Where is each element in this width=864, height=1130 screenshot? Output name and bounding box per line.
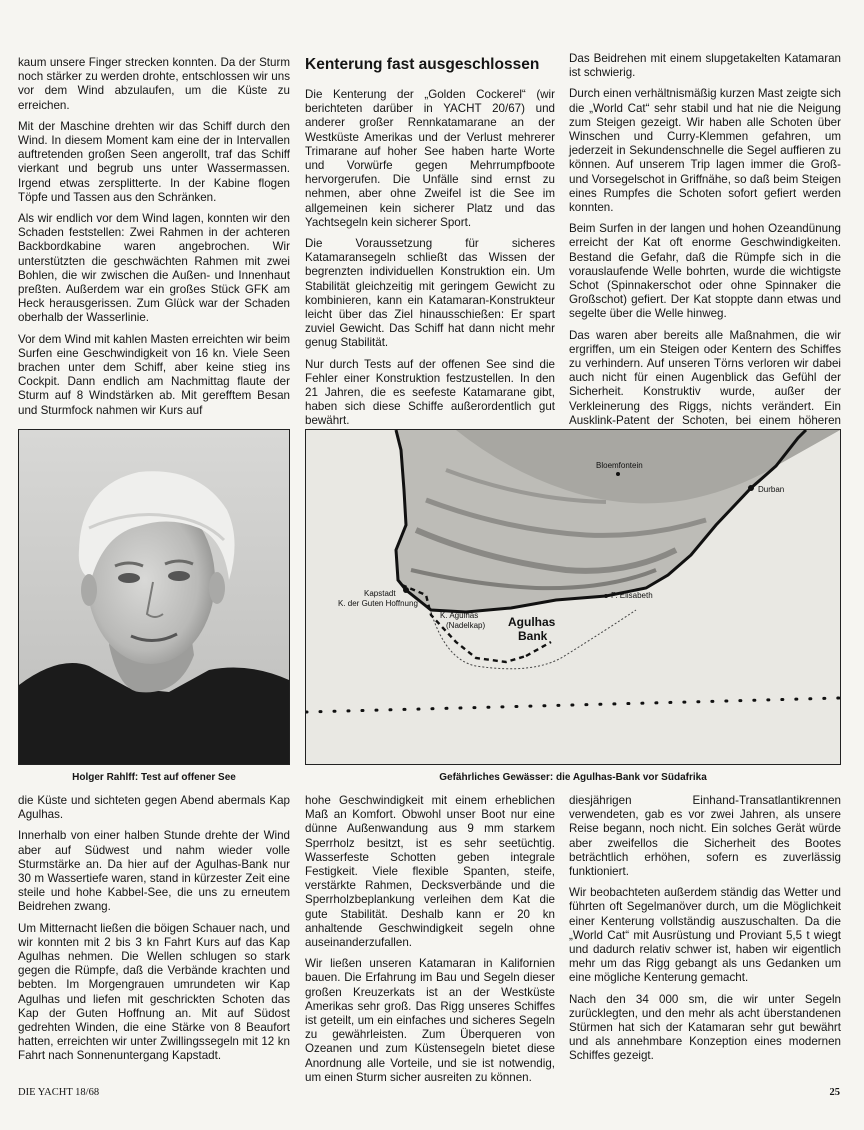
footer-publication: DIE YACHT 18/68 <box>18 1087 100 1098</box>
paragraph: Durch einen verhältnismäßig kurzen Mast zeigte sich die „World Cat“ sehr stabil und hat nie die Neigung zum Steigen gezeigt. Wir haben alle Schoten über Winschen und Curry-Klemmen gefahren, um jederzeit in Sekundenschnelle die Segel auffieren zu können. Auf unserem Trip lagen immer die Groß- und Vorsegelschot in Griffnähe, so daß beim Steigen eines Rumpfes die Schoten sofort gefiert werden konnten. <box>569 87 841 215</box>
paragraph: Nach den 34 000 sm, die wir unter Segeln zurücklegten, und den mehr als acht überstandenen Stürmen hat sich der Katamaran sehr gut bewährt und als annehmbare Konzeption eines modernen Schiffes gezeigt. <box>569 992 841 1063</box>
map-label-bank-2: Bank <box>518 629 548 643</box>
section-heading: Kenterung fast ausgeschlossen <box>305 56 540 73</box>
column-1-top <box>18 56 290 425</box>
paragraph: Vor dem Wind mit kahlen Masten erreichten wir beim Surfen eine Geschwindigkeit von 16 kn. Viele Seen brachen unter dem Schiff, aber keine stieg ins Cockpit. Dann endlich am Nachmittag flaute der Sturm auf 8 Windstärken ab. Mit gerefftem Besan und Sturmfock nahmen wir Kurs auf <box>18 332 290 417</box>
map-label-elisabeth: P. Elisabeth <box>611 591 653 600</box>
map-label-bank-1: Agulhas <box>508 615 556 629</box>
paragraph: Das Beidrehen mit einem slupgetakelten Katamaran ist schwierig. <box>569 52 841 80</box>
column-1-bottom <box>18 794 290 1071</box>
photo-caption: Holger Rahlff: Test auf offener See <box>72 772 236 783</box>
paragraph: Um Mitternacht ließen die böigen Schauer nach, und wir konnten mit 2 bis 3 kn Fahrt Kurs auf das Kap Agulhas nehmen. Die Wellen schlugen so stark gegen die Rümpfe, daß die Verbände krachten und bebten. Im Morgengrauen umrundeten wir Kap Agulhas und liefen mit geschrickten Schoten das Kap der Guten Hoffnung an. Mit auf Südost gedrehten Winden, die eine Stärke von 8 Beaufort hatten, erreichten wir unter Zwillingssegeln mit 12 kn Fahrt nach Sonnenuntergang Kapstadt. <box>18 921 290 1063</box>
column-2-top <box>305 56 555 457</box>
paragraph: Wir beobachteten außerdem ständig das Wetter und führten oft Segelmanöver durch, um die Möglichkeit einer Kenterung vollständig auszuschalten. Da die „World Cat“ mit Ausrüstung und Proviant 5,5 t wiegt und dadurch relativ schwer ist, haben wir eigentlich mehr um das Rigg gebangt als uns Gedanken um eine mögliche Kenterung gemacht. <box>569 886 841 985</box>
map-label-kapstadt: Kapstadt <box>364 589 396 598</box>
paragraph: Beim Surfen in der langen und hohen Ozeandünung erreicht der Kat oft enorme Geschwindigkeiten. Bestand die Gefahr, daß die Rümpfe sich in die vorauslaufende Welle bohrten, wurde die wichtigste Schot (Spinnakerschot oder ohne Spinnaker die Großschot) gefiert. Der Kat stoppte dann etwas und segelte über die Welle hinweg. <box>569 222 841 321</box>
paragraph: Die Kenterung der „Golden Cockerel“ (wir berichteten darüber in YACHT 20/67) und anderer großer Rennkatamarane an der Westküste Amerikas und der Verlust mehrerer Trimarane auf hoher See haben harte Worte und Vorwürfe gegen Mehrrumpfboote hervorgerufen. Die Unfälle sind ernst zu nehmen, aber ohne Zweifel ist die See im allgemeinen kein sicherer Platz und das Yachtsegeln kein sicherer Sport. <box>305 88 555 229</box>
portrait-photo <box>18 429 290 765</box>
page-number: 25 <box>829 1087 840 1098</box>
paragraph: die Küste und sichteten gegen Abend abermals Kap Agulhas. <box>18 794 290 822</box>
agulhas-map <box>305 429 841 765</box>
paragraph: Innerhalb von einer halben Stunde drehte der Wind aber auf Südwest und nahm wieder volle Sturmstärke an. Da hier auf der Agulhas-Bank nur 30 m Wassertiefe waren, stand in kürzester Zeit eine steile und hohe Kabbel-See, die uns zu erneutem Beidrehen zwang. <box>18 829 290 914</box>
column-2-bottom <box>305 794 555 1092</box>
paragraph: hohe Geschwindigkeit mit einem erheblichen Maß an Komfort. Obwohl unser Boot nur eine dünne Außenwandung aus 9 mm starkem Sperrholz besitzt, ist es sehr seetüchtig. Wasserfeste Schotten geben integrale Festigkeit. Viele flexible Spanten, steife, verstärkte Rahmen, Decksverbände und die Sperrholzbeplankung verleihen dem Kat die gute Stabilität. Deshalb kann er 20 kn anhaltende Geschwindigkeit segeln ohne auseinanderzufallen. <box>305 794 555 950</box>
paragraph: Nur durch Tests auf der offenen See sind die Fehler einer Konstruktion festzustellen. In den 21 Jahren, die es seefeste Katamarane gibt, haben sich diese Schiffe außerordentlich gut bewährt. <box>305 357 555 428</box>
paragraph: diesjährigen Einhand-Transatlantikrennen verwendeten, gab es vor zwei Jahren, als unsere Reise begann, noch nicht. Ein solches Gerät würde aber zweifellos die Sicherheit des Bootes beträchtlich erhöhen, sofern es zuverlässig funktioniert. <box>569 794 841 879</box>
map-label-durban: Durban <box>758 485 785 494</box>
map-image <box>306 430 840 764</box>
paragraph: Mit der Maschine drehten wir das Schiff durch den Wind. In diesem Moment kam eine der in Intervallen auftretenden großen Seen angerollt, traf das Schiff vierkant und begrub uns unter Wassermassen. Irgend etwas zersplitterte. In der Kabine flogen Töpfe und Tassen aus den Schränken. <box>18 119 290 204</box>
column-3-top <box>569 52 841 463</box>
portrait-image <box>19 430 289 764</box>
paragraph: Wir ließen unseren Katamaran in Kalifornien bauen. Die Erfahrung im Bau und Segeln dieser großen Kreuzerkats ist an der Westküste Amerikas sehr groß. Das Rigg unseres Schiffes ist geteilt, um ein einfaches und sicheres Segeln zu gewährleisten. Zum Überqueren von Ozeanen und zum Küstensegeln bietet diese Anordnung alle Vorteile, und sie ist notwendig, um einen Sturm sicher ausreiten zu können. <box>305 957 555 1084</box>
paragraph: Die Voraussetzung für sicheres Katamaransegeln schließt das Wissen der begrenzten individuellen Konstruktion ein. Um Stabilität gleichzeitig mit geringem Gewicht zu kombinieren, kann ein Katamaran-Konstrukteur leicht über das Ziel hinausschießen: Er spart zuviel Gewicht. Das Schiff hat dann nicht mehr genug Stabilität. <box>305 237 555 350</box>
paragraph: Als wir endlich vor dem Wind lagen, konnten wir den Schaden feststellen: Zwei Rahmen in der achteren Backbordkabine waren angebrochen. Wir unterstützten die geschwächten Rahmen mit zwei Bohlen, die wir zwischen die Außen- und Innenhaut preßten. Außerdem war ein großes Stück GFK am Heck herausgerissen. Zum Glück war der Schaden oberhalb der Wasserlinie. <box>18 212 290 325</box>
paragraph: kaum unsere Finger strecken konnten. Da der Sturm noch stärker zu werden drohte, entschlossen wir uns vor dem Wind abzulaufen, um die Küste zu erreichen. <box>18 56 290 112</box>
map-label-kap-hoffnung: K. der Guten Hoffnung <box>338 599 418 608</box>
map-caption: Gefährliches Gewässer: die Agulhas-Bank vor Südafrika <box>439 772 707 783</box>
map-label-bloemfontein: Bloemfontein <box>596 461 643 470</box>
column-3-bottom <box>569 794 841 1071</box>
map-label-nadelkap: (Nadelkap) <box>446 621 486 630</box>
map-label-kap-agulhas: K. Agulhas <box>440 611 479 620</box>
paragraph: Das waren aber bereits alle Maßnahmen, die wir ergriffen, um ein Steigen oder Kentern des Schiffes zu verhindern. Auf unseren Törns verloren wir dabei auch nicht für einen Augenblick das Gefühl der Sicherheit. Konstruktiv wurde, außer der Verkleinerung des Riggs, nichts verändert. Ein Ausklink-Patent der Schoten, bei einem höheren <box>569 328 841 427</box>
